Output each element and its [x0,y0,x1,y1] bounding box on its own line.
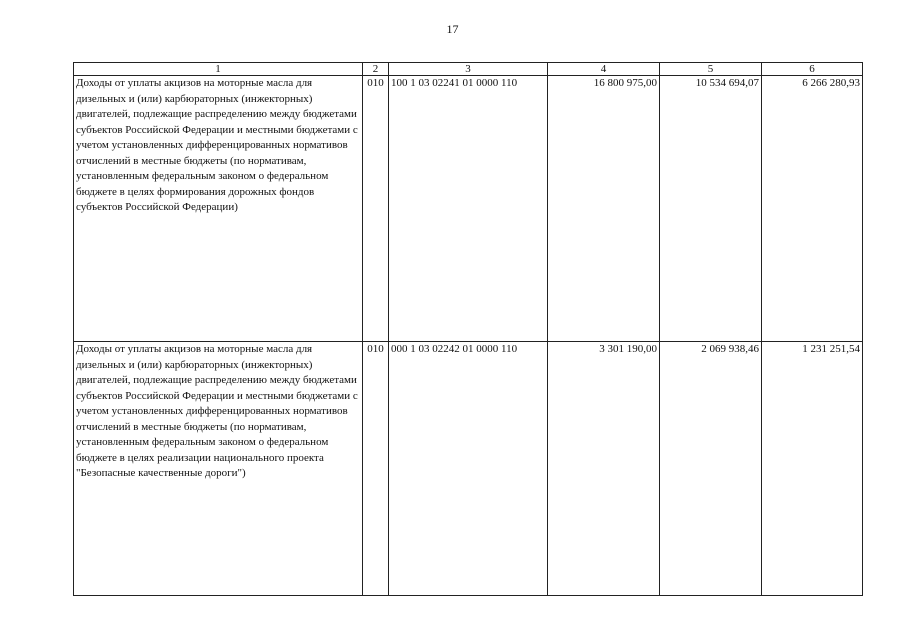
budget-classification-code: 000 1 03 02242 01 0000 110 [389,342,548,596]
budget-classification-code: 100 1 03 02241 01 0000 110 [389,76,548,342]
amount-col6: 1 231 251,54 [762,342,863,596]
line-code: 010 [363,76,389,342]
column-header: 5 [660,63,762,76]
column-header: 6 [762,63,863,76]
amount-col4: 3 301 190,00 [548,342,660,596]
revenue-table [73,62,863,596]
page-number: 17 [446,22,459,36]
line-code: 010 [363,342,389,596]
column-header: 4 [548,63,660,76]
table-row [74,342,863,596]
column-header: 2 [363,63,389,76]
column-header: 1 [74,63,363,76]
revenue-description: Доходы от уплаты акцизов на моторные масла для дизельных и (или) карбюраторных (инжекторных) двигателей, подлежащие распределению между бюджетами субъектов Российской Федерации и местными бюджетами с учетом установленных дифференцированных нормативов отчислений в местные бюджеты (по нормативам, установленным федеральным законом о федеральном бюджете в целях реализации национального проекта "Безопасные качественные дороги") [74,342,363,596]
amount-col5: 10 534 694,07 [660,76,762,342]
table-row [74,76,863,342]
column-header: 3 [389,63,548,76]
amount-col5: 2 069 938,46 [660,342,762,596]
table-header-row [74,63,863,76]
amount-col4: 16 800 975,00 [548,76,660,342]
amount-col6: 6 266 280,93 [762,76,863,342]
revenue-description: Доходы от уплаты акцизов на моторные масла для дизельных и (или) карбюраторных (инжекторных) двигателей, подлежащие распределению между бюджетами субъектов Российской Федерации и местными бюджетами с учетом установленных дифференцированных нормативов отчислений в местные бюджеты (по нормативам, установленным федеральным законом о федеральном бюджете в целях формирования дорожных фондов субъектов Российской Федерации) [74,76,363,342]
